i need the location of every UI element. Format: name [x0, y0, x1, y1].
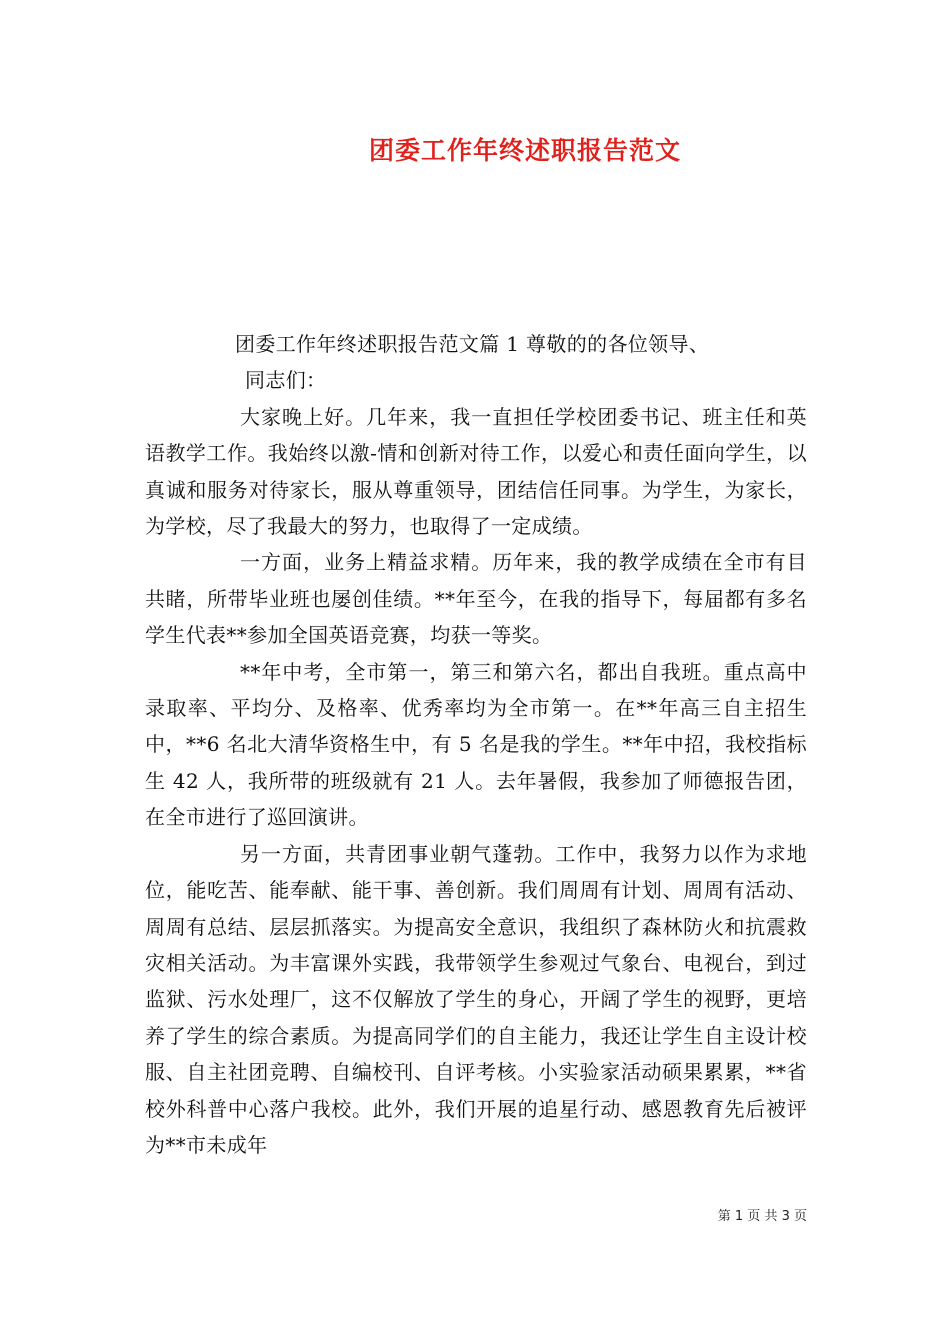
paragraph: **年中考，全市第一，第三和第六名，都出自我班。重点高中录取率、平均分、及格率、优秀率均为全市第一。在**年高三自主招生中，**6 名北大清华资格生中，有 5 名是我的学生。**年中招，我校指标生 42 人，我所带的班级就有 21 人。去年暑假，我参加了师德报告团，在全市进行了巡回演讲。 [145, 659, 807, 830]
document-title: 团委工作年终述职报告范文 [368, 136, 681, 165]
salutation: 同志们： [245, 368, 327, 393]
paragraph: 另一方面，共青团事业朝气蓬勃。工作中，我努力以作为求地位，能吃苦、能奉献、能干事、善创新。我们周周有计划、周周有活动、周周有总结、层层抓落实。为提高安全意识，我组织了森林防火和抗震救灾相关活动。为丰富课外实践，我带领学生参观过气象台、电视台，到过监狱、污水处理厂，这不仅解放了学生的身心，开阔了学生的视野，更培养了学生的综合素质。为提高同学们的自主能力，我还让学生自主设计校服、自主社团竞聘、自编校刊、自评考核。小实验家活动硕果累累，**省校外科普中心落户我校。此外，我们开展的追星行动、感恩教育先后被评为**市未成年 [145, 841, 807, 1157]
intro-line: 团委工作年终述职报告范文篇 1 尊敬的的各位领导、 [235, 332, 710, 356]
paragraph: 一方面，业务上精益求精。历年来，我的教学成绩在全市有目共睹，所带毕业班也屡创佳绩。**年至今，在我的指导下，每届都有多名学生代表**参加全国英语竞赛，均获一等奖。 [145, 550, 807, 648]
paragraph: 大家晚上好。几年来，我一直担任学校团委书记、班主任和英语教学工作。我始终以激-情和创新对待工作，以爱心和责任面向学生，以真诚和服务对待家长，服从尊重领导，团结信任同事。为学生，为家长，为学校，尽了我最大的努力，也取得了一定成绩。 [145, 404, 807, 539]
document-body [145, 326, 807, 1163]
page-number: 第 1 页 共 3 页 [717, 1209, 807, 1224]
